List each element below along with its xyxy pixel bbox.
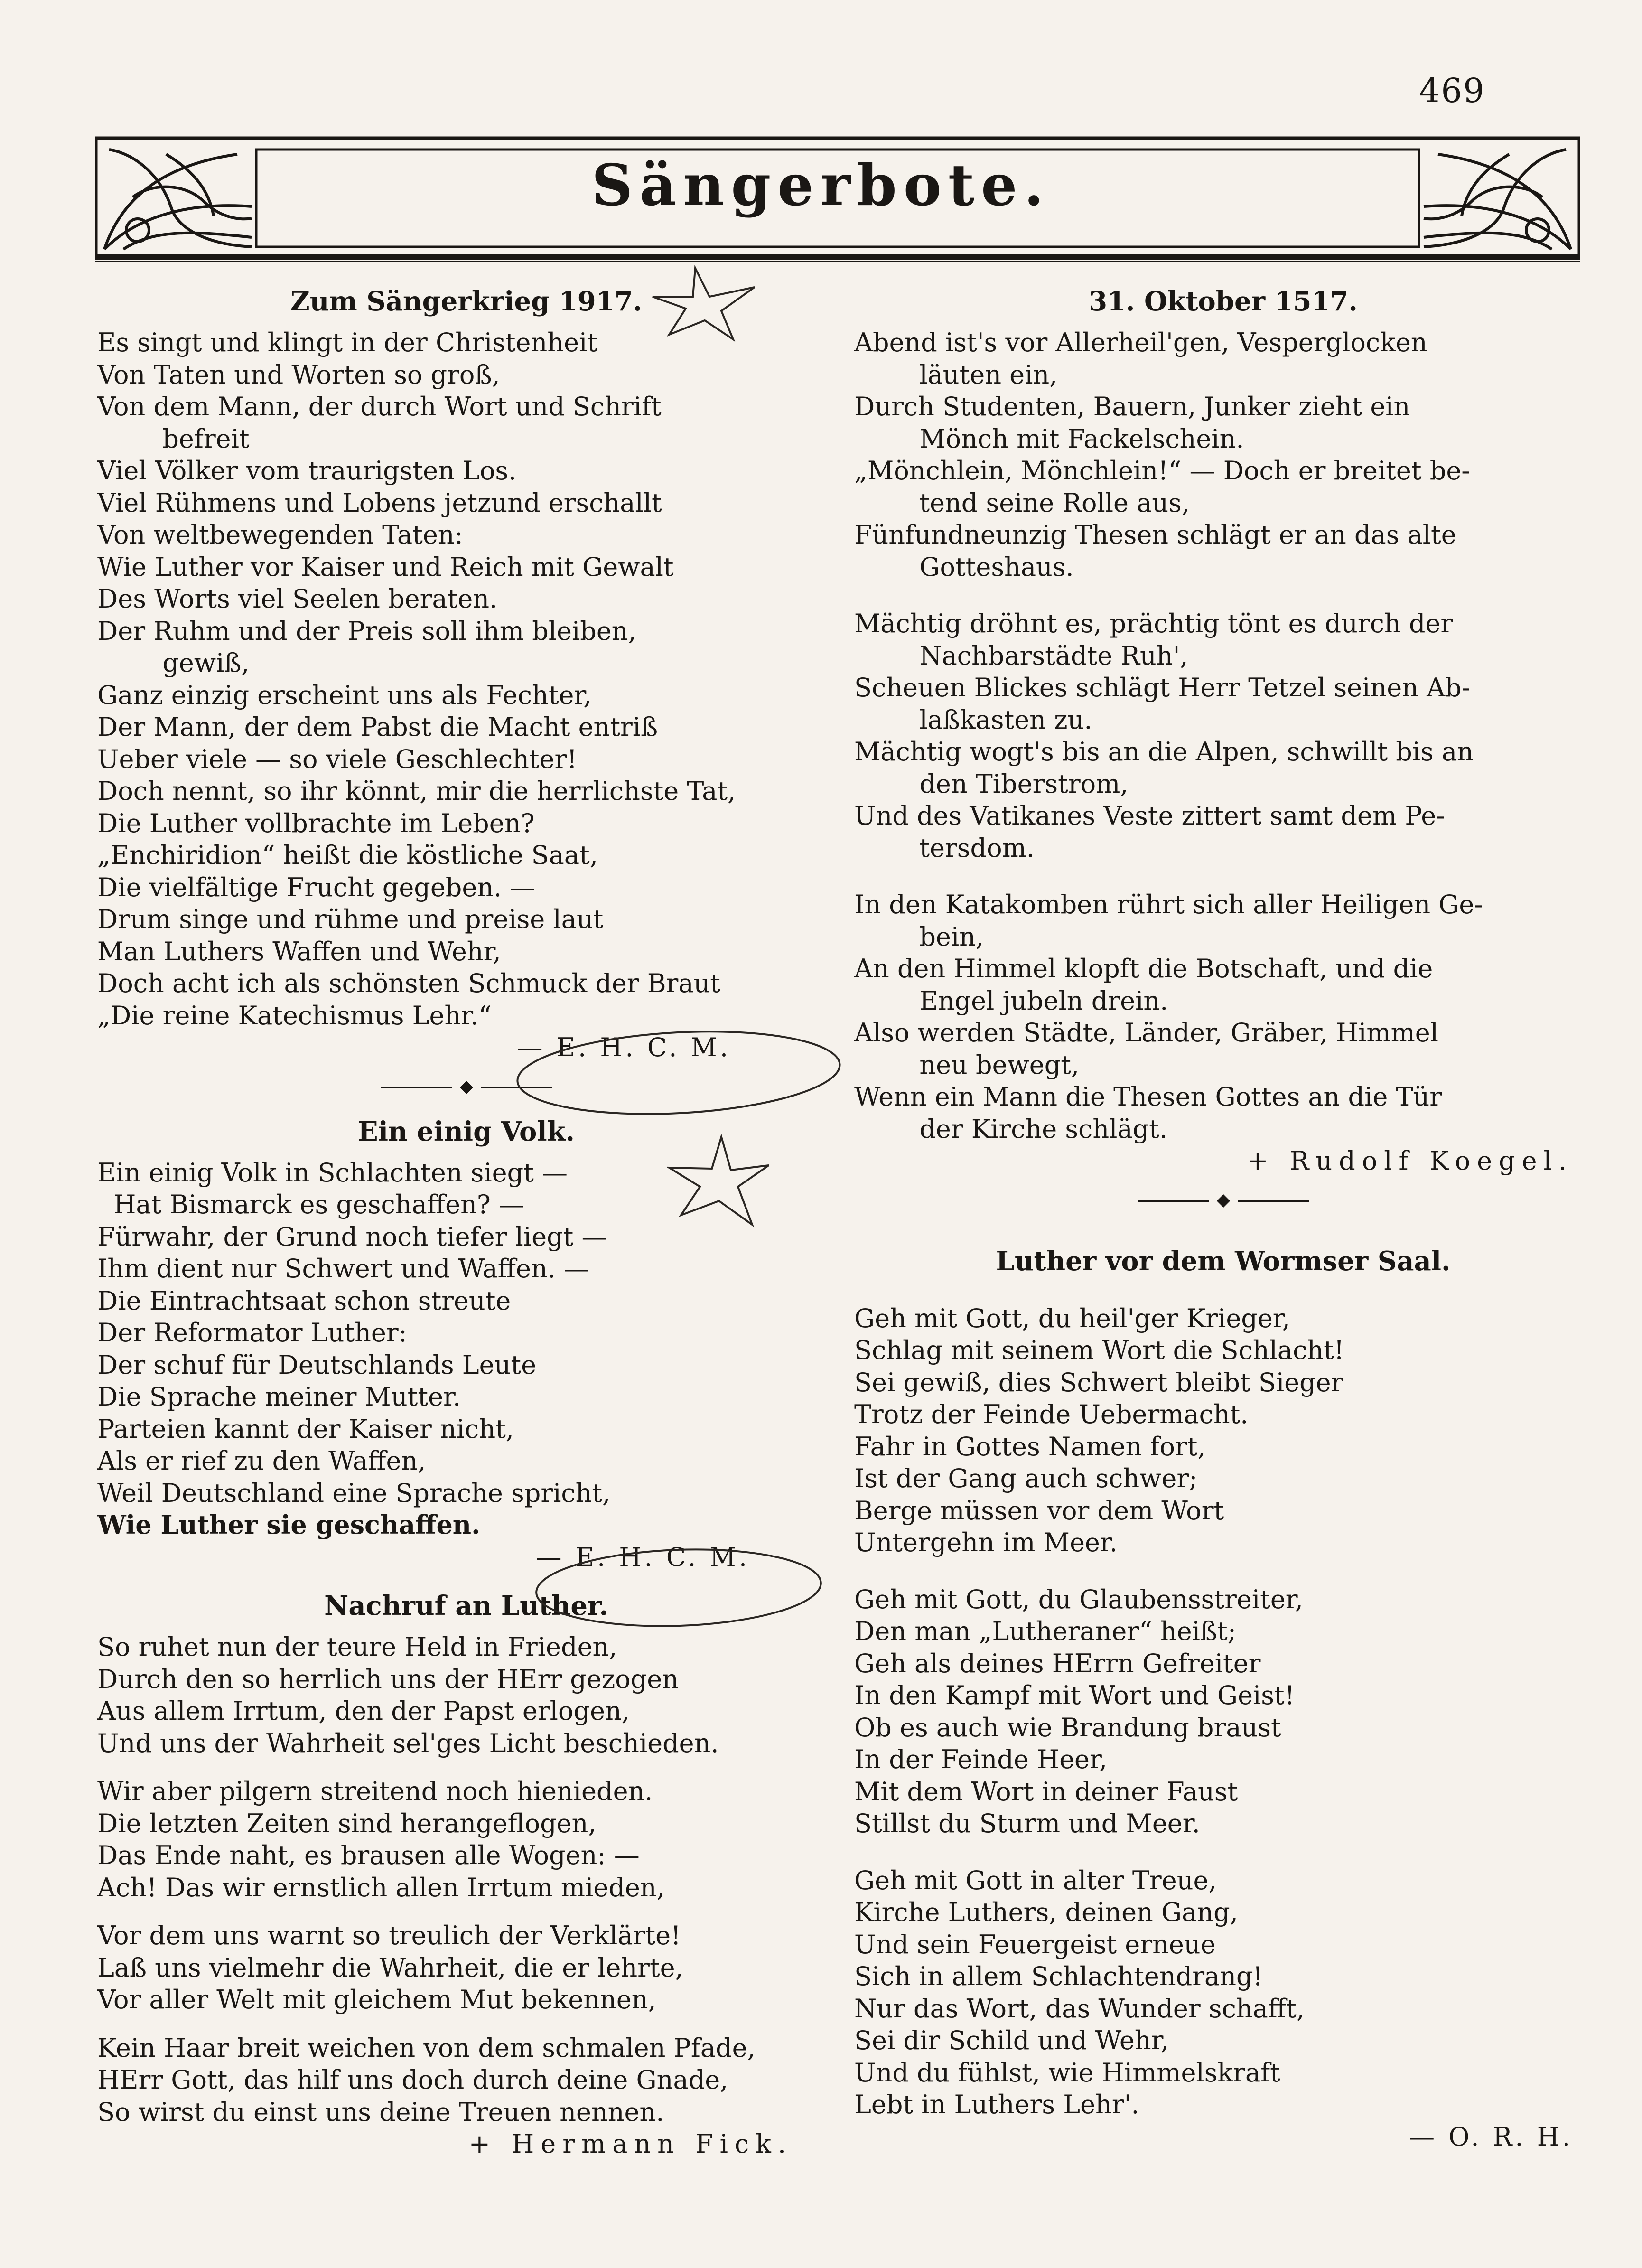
poem-title-wormser-saal: Luther vor dem Wormser Saal. — [996, 1245, 1451, 1277]
poem-line: Man Luthers Waffen und Wehr, — [97, 936, 501, 966]
poem-line: HErr Gott, das hilf uns doch durch deine Gnade, — [97, 2065, 728, 2095]
divider-ornament-icon — [381, 1078, 552, 1097]
poem-line: Scheuen Blickes schlägt Herr Tetzel seinen Ab- — [854, 673, 1470, 703]
poem-line: Mächtig dröhnt es, prächtig tönt es durch der — [854, 609, 1453, 638]
poem-line: Sich in allem Schlachtendrang! — [854, 1961, 1263, 1991]
poem-line: Des Worts viel Seelen beraten. — [97, 584, 498, 614]
poem-line: Parteien kannt der Kaiser nicht, — [97, 1414, 514, 1444]
poem-line: Der schuf für Deutschlands Leute — [97, 1350, 537, 1380]
page-number: 469 — [1419, 71, 1485, 110]
poem-line: Wie Luther vor Kaiser und Reich mit Gewalt — [97, 552, 674, 582]
poem-line: „Enchiridion“ heißt die köstliche Saat, — [97, 840, 598, 870]
poem-line: Ganz einzig erscheint uns als Fechter, — [97, 680, 592, 710]
poem-line: neu bewegt, — [854, 1050, 1080, 1080]
poem-line: Viel Rühmens und Lobens jetzund erschallt — [97, 487, 662, 518]
poem-line: Abend ist's vor Allerheil'gen, Vesperglocken — [854, 328, 1427, 357]
poem-line: Von Taten und Worten so groß, — [97, 359, 500, 390]
poem-line: Drum singe und rühme und preise laut — [97, 904, 604, 934]
poem-line: Ach! Das wir ernstlich allen Irrtum mieden, — [97, 1872, 665, 1902]
poem-line: Doch nennt, so ihr könnt, mir die herrlichste Tat, — [97, 776, 736, 806]
poem-line: Schlag mit seinem Wort die Schlacht! — [854, 1335, 1344, 1365]
poem-author-saengerkrieg: — E. H. C. M. — [517, 1032, 731, 1062]
poem-line: tend seine Rolle aus, — [854, 487, 1190, 518]
poem-line: Trotz der Feinde Uebermacht. — [854, 1399, 1249, 1429]
poem-line: Mächtig wogt's bis an die Alpen, schwillt bis an — [854, 737, 1474, 767]
poem-line: Die vielfältige Frucht gegeben. — — [97, 872, 536, 902]
poem-line: Und du fühlst, wie Himmelskraft — [854, 2057, 1280, 2088]
poem-line: Durch den so herrlich uns der HErr gezogen — [97, 1664, 679, 1694]
poem-line: Sei dir Schild und Wehr, — [854, 2025, 1169, 2055]
poem-line: Vor dem uns warnt so treulich der Verklärte! — [97, 1921, 681, 1950]
section-divider — [97, 1075, 835, 1104]
poem-line: Stillst du Sturm und Meer. — [854, 1809, 1200, 1838]
poem-line: „Mönchlein, Mönchlein!“ — Doch er breitet be- — [854, 456, 1470, 486]
poem-line: Doch acht ich als schönsten Schmuck der Braut — [97, 968, 721, 998]
poem-line: Aus allem Irrtum, den der Papst erlogen, — [97, 1696, 630, 1726]
poem-line: läuten ein, — [854, 359, 1058, 390]
poem-line: Fünfundneunzig Thesen schlägt er an das alte — [854, 520, 1456, 550]
poem-line: gewiß, — [97, 648, 250, 678]
poem-line: Geh mit Gott in alter Treue, — [854, 1865, 1217, 1895]
poem-line: Engel jubeln drein. — [854, 985, 1168, 1016]
poem-line: Ein einig Volk in Schlachten siegt — — [97, 1157, 568, 1188]
poem-line: Und sein Feuergeist erneue — [854, 1929, 1216, 1959]
poem-line: Es singt und klingt in der Christenheit — [97, 328, 598, 357]
magazine-title: Sängerbote. — [591, 152, 1051, 219]
poem-line: Von dem Mann, der durch Wort und Schrift — [97, 392, 662, 422]
poem-line: In den Katakomben rührt sich aller Heiligen Ge- — [854, 890, 1483, 919]
poem-line: Sei gewiß, dies Schwert bleibt Sieger — [854, 1367, 1343, 1397]
poem-line: Durch Studenten, Bauern, Junker zieht ein — [854, 392, 1410, 422]
poem-title-saengerkrieg: Zum Sängerkrieg 1917. — [290, 286, 643, 317]
poem-line: So ruhet nun der teure Held in Frieden, — [97, 1632, 617, 1662]
poem-line: der Kirche schlägt. — [854, 1114, 1168, 1144]
poem-author-wormser-saal: — O. R. H. — [1409, 2121, 1573, 2152]
poem-line: Hat Bismarck es geschaffen? — — [97, 1190, 524, 1219]
poem-line: Und des Vatikanes Veste zittert samt dem Pe- — [854, 801, 1445, 831]
poem-line: Der Mann, der dem Pabst die Macht entriß — [97, 712, 658, 742]
poem-body-oktober-1517 — [854, 327, 1592, 1145]
divider-ornament-icon — [1138, 1191, 1309, 1210]
poem-line: Geh mit Gott, du Glaubensstreiter, — [854, 1584, 1303, 1614]
poem-line: An den Himmel klopft die Botschaft, und die — [854, 954, 1433, 984]
poem-line-emphasized: Wie Luther sie geschaffen. — [97, 1509, 480, 1540]
header-rule-thin — [95, 261, 1580, 262]
poem-body-wormser-saal — [854, 1303, 1592, 2121]
left-column — [97, 285, 835, 2160]
poem-line: Ist der Gang auch schwer; — [854, 1463, 1198, 1493]
poem-line: den Tiberstrom, — [854, 768, 1129, 799]
poem-line: Fürwahr, der Grund noch tiefer liegt — — [97, 1221, 607, 1252]
poem-line: Also werden Städte, Länder, Gräber, Himmel — [854, 1018, 1439, 1048]
poem-line: Laß uns vielmehr die Wahrheit, die er lehrte, — [97, 1952, 683, 1983]
poem-body-nachruf — [97, 1631, 835, 2128]
poem-line: Wir aber pilgern streitend noch hienieden. — [97, 1776, 653, 1806]
poem-line: Geh als deines HErrn Gefreiter — [854, 1648, 1261, 1678]
poem-line: befreit — [97, 423, 250, 454]
poem-line: So wirst du einst uns deine Treuen nennen. — [97, 2097, 664, 2127]
poem-line: „Die reine Katechismus Lehr.“ — [97, 1000, 492, 1031]
poem-line: Das Ende naht, es brausen alle Wogen: — — [97, 1840, 640, 1870]
poem-line: laßkasten zu. — [854, 704, 1092, 735]
poem-line: Mit dem Wort in deiner Faust — [854, 1776, 1238, 1807]
right-column — [854, 285, 1592, 2153]
poem-line: Geh mit Gott, du heil'ger Krieger, — [854, 1303, 1290, 1333]
poem-author-einig-volk: — E. H. C. M. — [536, 1542, 750, 1572]
poem-line: Der Reformator Luther: — [97, 1318, 407, 1348]
poem-line: Nur das Wort, das Wunder schafft, — [854, 1993, 1305, 2024]
poem-title-oktober-1517: 31. Oktober 1517. — [1089, 286, 1358, 317]
section-divider — [854, 1189, 1592, 1217]
poem-line: Viel Völker vom traurigsten Los. — [97, 456, 517, 486]
poem-line: Die Eintrachtsaat schon streute — [97, 1285, 511, 1316]
poem-line: In den Kampf mit Wort und Geist! — [854, 1680, 1295, 1710]
poem-line: Von weltbewegenden Taten: — [97, 520, 463, 550]
poem-line: Der Ruhm und der Preis soll ihm bleiben, — [97, 616, 636, 646]
poem-line: Kein Haar breit weichen von dem schmalen Pfade, — [97, 2033, 756, 2063]
poem-title-nachruf: Nachruf an Luther. — [324, 1590, 608, 1621]
poem-line: Den man „Lutheraner“ heißt; — [854, 1616, 1236, 1646]
poem-line: Als er rief zu den Waffen, — [97, 1446, 426, 1476]
poem-line: Berge müssen vor dem Wort — [854, 1495, 1224, 1526]
poem-line: Die Sprache meiner Mutter. — [97, 1382, 461, 1412]
poem-author-oktober-1517: + Rudolf Koegel. — [1247, 1146, 1573, 1176]
poem-line: Gotteshaus. — [854, 552, 1074, 582]
poem-line: Weil Deutschland eine Sprache spricht, — [97, 1478, 611, 1508]
poem-line: Und uns der Wahrheit sel'ges Licht beschieden. — [97, 1728, 719, 1758]
poem-line: Die letzten Zeiten sind herangeflogen, — [97, 1808, 597, 1838]
poem-line: Mönch mit Fackelschein. — [854, 423, 1244, 454]
poem-author-nachruf: + Hermann Fick. — [468, 2129, 793, 2159]
poem-body-saengerkrieg — [97, 327, 835, 1031]
poem-line: Ob es auch wie Brandung braust — [854, 1712, 1281, 1743]
poem-line: In der Feinde Heer, — [854, 1744, 1108, 1774]
poem-line: Lebt in Luthers Lehr'. — [854, 2090, 1139, 2119]
poem-line: Fahr in Gottes Namen fort, — [854, 1431, 1206, 1462]
poem-line: Ihm dient nur Schwert und Waffen. — — [97, 1254, 590, 1284]
poem-line: Die Luther vollbrachte im Leben? — [97, 808, 535, 838]
poem-line: Wenn ein Mann die Thesen Gottes an die Tür — [854, 1082, 1442, 1112]
poem-line: Ueber viele — so viele Geschlechter! — [97, 744, 578, 774]
poem-title-einig-volk: Ein einig Volk. — [358, 1115, 575, 1147]
poem-line: Nachbarstädte Ruh', — [854, 640, 1188, 671]
poem-body-einig-volk — [97, 1157, 835, 1541]
poem-line: tersdom. — [854, 833, 1035, 863]
poem-line: Vor aller Welt mit gleichem Mut bekennen, — [97, 1985, 656, 2015]
poem-line: Untergehn im Meer. — [854, 1528, 1118, 1557]
header-rule-thick — [95, 254, 1580, 257]
poem-line: bein, — [854, 921, 984, 952]
poem-line: Kirche Luthers, deinen Gang, — [854, 1897, 1238, 1927]
